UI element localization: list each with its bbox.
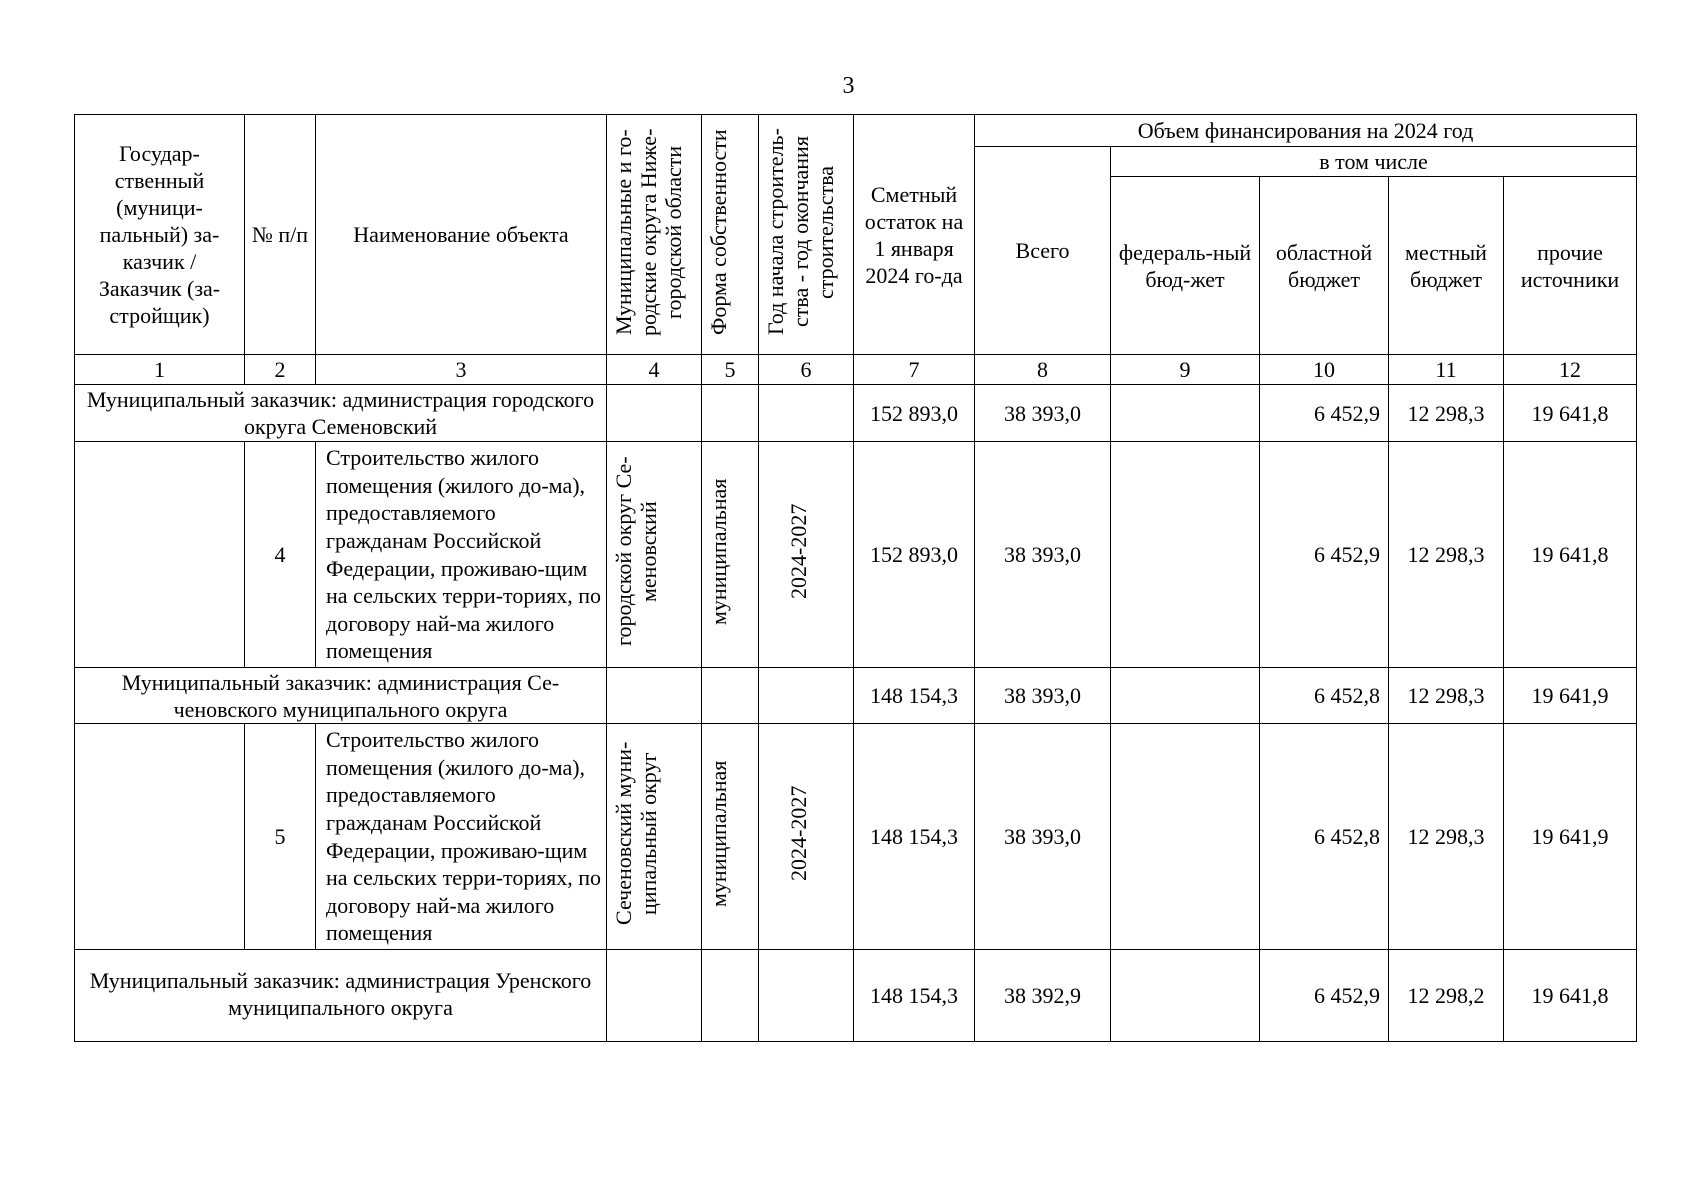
other-cell: 19 641,9 [1504,724,1637,950]
header-local: местный бюджет [1389,177,1504,355]
object-no: 5 [245,724,316,950]
total-cell: 38 393,0 [975,668,1111,724]
regional-cell: 6 452,8 [1260,668,1389,724]
header-federal: федераль-ный бюд-жет [1111,177,1260,355]
local-cell: 12 298,3 [1389,668,1504,724]
empty-cell [75,724,245,950]
object-years: 2024-2027 [759,442,854,668]
column-number: 10 [1260,355,1389,385]
empty-cell [607,950,702,1042]
header-total: Всего [975,147,1111,355]
group-customer: Муниципальный заказчик: администрация Се-ченовского муниципального округа [75,668,607,724]
local-cell: 12 298,3 [1389,385,1504,442]
header-regional: областной бюджет [1260,177,1389,355]
estimate-cell: 148 154,3 [854,950,975,1042]
object-name: Строительство жилого помещения (жилого до-ма), предоставляемого гражданам Российской Федерации, проживаю-щим на сельских терри-ториях, по договору най-ма жилого помещения [316,724,607,950]
total-cell: 38 393,0 [975,442,1111,668]
object-municipality: городской округ Се-меновский [607,442,702,668]
column-number: 7 [854,355,975,385]
column-number: 11 [1389,355,1504,385]
federal-cell [1111,385,1260,442]
object-municipality: Сеченовский муни-ципальный округ [607,724,702,950]
estimate-cell: 152 893,0 [854,385,975,442]
object-row [75,724,1637,950]
estimate-cell: 152 893,0 [854,442,975,668]
header-estimate: Сметный остаток на 1 января 2024 го-да [854,115,975,355]
column-number: 1 [75,355,245,385]
other-cell: 19 641,8 [1504,442,1637,668]
object-ownership: муниципальная [702,442,759,668]
header-funding-group: Объем финансирования на 2024 год [975,115,1637,147]
customer-group-row [75,385,1637,442]
column-numbers-row [75,355,1637,385]
header-years: Год начала строитель-ства - год окончания строительства [759,115,854,355]
object-row [75,442,1637,668]
header-including: в том числе [1111,147,1637,177]
column-number: 3 [316,355,607,385]
other-cell: 19 641,9 [1504,668,1637,724]
total-cell: 38 393,0 [975,724,1111,950]
column-number: 5 [702,355,759,385]
local-cell: 12 298,2 [1389,950,1504,1042]
estimate-cell: 148 154,3 [854,724,975,950]
empty-cell [75,442,245,668]
total-cell: 38 392,9 [975,950,1111,1042]
header-municipality: Муниципальные и го-родские округа Ниже-городской области [607,115,702,355]
group-customer: Муниципальный заказчик: администрация Уренского муниципального округа [75,950,607,1042]
group-customer: Муниципальный заказчик: администрация городского округа Семеновский [75,385,607,442]
header-customer: Государ-ственный (муници-пальный) за-казчик / Заказчик (за-стройщик) [75,115,245,355]
object-no: 4 [245,442,316,668]
customer-group-row [75,668,1637,724]
empty-cell [607,385,702,442]
header-other: прочие источники [1504,177,1637,355]
column-number: 4 [607,355,702,385]
federal-cell [1111,668,1260,724]
empty-cell [702,385,759,442]
local-cell: 12 298,3 [1389,724,1504,950]
federal-cell [1111,950,1260,1042]
other-cell: 19 641,8 [1504,385,1637,442]
federal-cell [1111,442,1260,668]
estimate-cell: 148 154,3 [854,668,975,724]
column-number: 9 [1111,355,1260,385]
empty-cell [759,668,854,724]
column-number: 2 [245,355,316,385]
federal-cell [1111,724,1260,950]
empty-cell [759,950,854,1042]
header-row-1 [75,115,1637,147]
column-number: 6 [759,355,854,385]
object-name: Строительство жилого помещения (жилого до-ма), предоставляемого гражданам Российской Федерации, проживаю-щим на сельских терри-ториях, по договору най-ма жилого помещения [316,442,607,668]
regional-cell: 6 452,9 [1260,442,1389,668]
empty-cell [759,385,854,442]
regional-cell: 6 452,9 [1260,950,1389,1042]
other-cell: 19 641,8 [1504,950,1637,1042]
local-cell: 12 298,3 [1389,442,1504,668]
page-number: 3 [842,73,855,99]
column-number: 8 [975,355,1111,385]
object-ownership: муниципальная [702,724,759,950]
regional-cell: 6 452,8 [1260,724,1389,950]
financing-table [74,114,1637,1042]
empty-cell [607,668,702,724]
regional-cell: 6 452,9 [1260,385,1389,442]
empty-cell [702,950,759,1042]
column-number: 12 [1504,355,1637,385]
header-name: Наименование объекта [316,115,607,355]
customer-group-row [75,950,1637,1042]
header-ownership: Форма собственности [702,115,759,355]
empty-cell [702,668,759,724]
header-no: № п/п [245,115,316,355]
total-cell: 38 393,0 [975,385,1111,442]
object-years: 2024-2027 [759,724,854,950]
